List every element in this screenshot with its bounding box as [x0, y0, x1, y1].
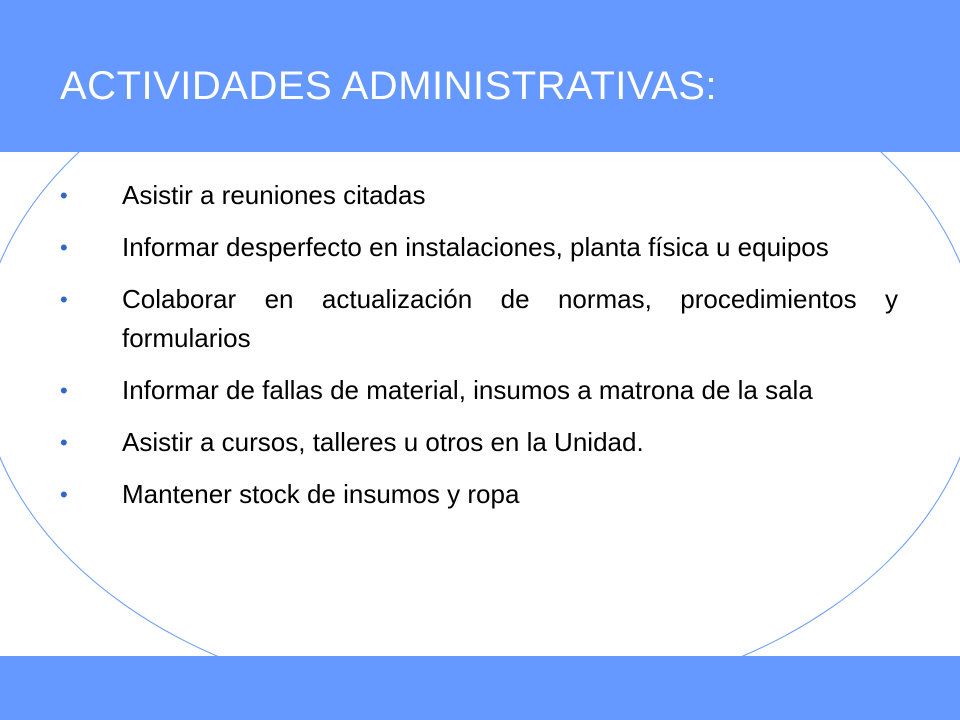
- bullet-icon: •: [60, 287, 68, 312]
- bullet-item: [60, 371, 898, 410]
- bullet-icon: •: [60, 183, 68, 208]
- slide-title: ACTIVIDADES ADMINISTRATIVAS:: [60, 64, 718, 108]
- bullet-item: [60, 475, 898, 514]
- bullet-text: Mantener stock de insumos y ropa: [122, 479, 520, 509]
- bullet-item: [60, 176, 898, 215]
- bullet-text: Asistir a cursos, talleres u otros en la Unidad.: [122, 427, 644, 457]
- bullet-icon: •: [60, 378, 68, 403]
- bullet-item: [60, 423, 898, 462]
- bullet-text: Colaborar en actualización de normas, procedimientos y formularios: [122, 284, 898, 353]
- bullet-icon: •: [60, 235, 68, 260]
- bullet-icon: •: [60, 430, 68, 455]
- bullet-item: [60, 280, 898, 358]
- bullet-list: [60, 176, 898, 527]
- bullet-text: Informar de fallas de material, insumos a matrona de la sala: [122, 375, 813, 405]
- bullet-icon: •: [60, 482, 68, 507]
- bullet-text: Informar desperfecto en instalaciones, planta física u equipos: [122, 232, 829, 262]
- bullet-item: [60, 228, 898, 267]
- bullet-text: Asistir a reuniones citadas: [122, 180, 426, 210]
